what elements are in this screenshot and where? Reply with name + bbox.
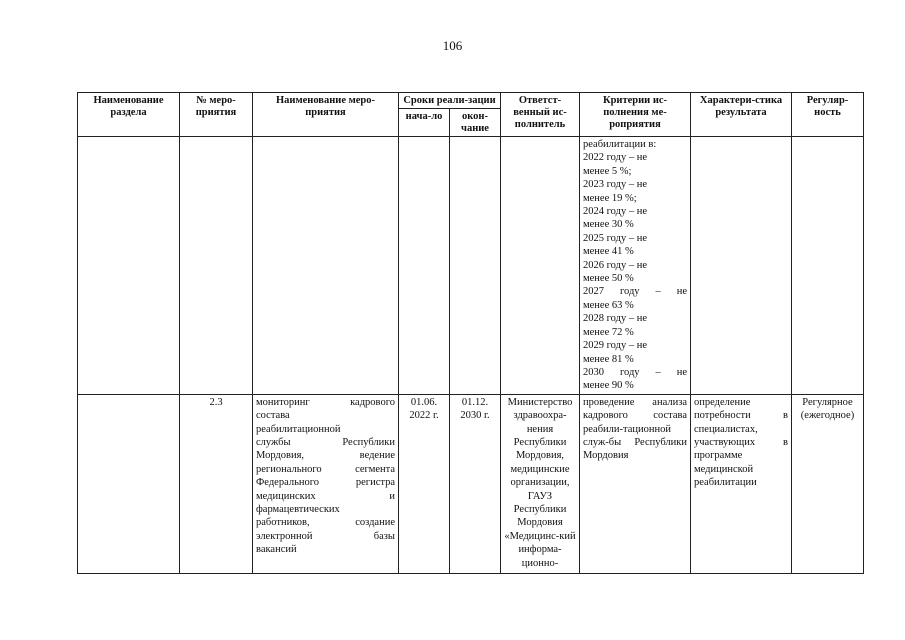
criteria-line: 2028 году – не xyxy=(583,313,647,325)
header-end: окон-чание xyxy=(450,109,501,137)
criteria-line: менее 63 % xyxy=(583,299,634,311)
cell-executor: Министерство здравоохра-нения Республики Мордовия, медицинские организации, ГАУЗ Республики Мордовия «Медицинс-кий информа-ционно- xyxy=(501,394,580,573)
cell-executor xyxy=(501,137,580,395)
criteria-line: менее 50 % xyxy=(583,273,634,285)
cell-end xyxy=(450,137,501,395)
event-name-line: Мордовия, ведение xyxy=(256,450,395,462)
cell-result xyxy=(691,137,792,395)
cell-regularity xyxy=(792,137,864,395)
criteria-line: менее 90 % xyxy=(583,380,634,392)
cell-event-name xyxy=(253,394,399,573)
table-row xyxy=(78,394,864,573)
activities-table xyxy=(77,92,864,574)
event-name-line: вакансий xyxy=(256,544,297,556)
header-criteria: Критерии ис-полнения ме-роприятия xyxy=(580,93,691,137)
criteria-line: менее 41 % xyxy=(583,246,634,258)
criteria-line: менее 72 % xyxy=(583,326,634,338)
criteria-line: 2030 году – не xyxy=(583,366,687,378)
header-result: Характери-стика результата xyxy=(691,93,792,137)
event-name-line: фармацевтических xyxy=(256,503,340,515)
cell-event-name xyxy=(253,137,399,395)
event-name-line: Федерального регистра xyxy=(256,477,395,489)
event-name-line: состава xyxy=(256,410,290,422)
cell-start xyxy=(399,137,450,395)
table-row xyxy=(78,137,864,395)
criteria-line: 2025 году – не xyxy=(583,232,647,244)
event-name-line: службы Республики xyxy=(256,436,395,448)
cell-criteria xyxy=(580,137,691,395)
event-name-line: медицинских и xyxy=(256,490,395,502)
criteria-line: 2023 году – не xyxy=(583,179,647,191)
criteria-line: менее 81 % xyxy=(583,353,634,365)
header-regularity: Регуляр-ность xyxy=(792,93,864,137)
cell-result: определение потребности в специалистах, участвующих в программе медицинской реабилитации xyxy=(691,394,792,573)
criteria-line: 2029 году – не xyxy=(583,340,647,352)
cell-regularity: Регулярное (ежегодное) xyxy=(792,394,864,573)
criteria-line: 2022 году – не xyxy=(583,152,647,164)
event-name-line: регионального сегмента xyxy=(256,463,395,475)
criteria-line: менее 5 %; xyxy=(583,165,632,177)
header-executor: Ответст-венный ис-полнитель xyxy=(501,93,580,137)
event-name-line: электронной базы xyxy=(256,530,395,542)
criteria-line: менее 19 %; xyxy=(583,192,637,204)
header-start: нача-ло xyxy=(399,109,450,137)
cell-end: 01.12. 2030 г. xyxy=(450,394,501,573)
cell-event-number: 2.3 xyxy=(180,394,253,573)
header-terms: Сроки реали-зации xyxy=(399,93,501,109)
event-name-line: реабилитационной xyxy=(256,423,341,435)
event-name-line: мониторинг кадрового xyxy=(256,396,395,408)
header-event-number: № меро-приятия xyxy=(180,93,253,137)
page-number: 106 xyxy=(442,38,463,53)
header-section-name: Наименование раздела xyxy=(78,93,180,137)
criteria-line: 2026 году – не xyxy=(583,259,647,271)
criteria-line: менее 30 % xyxy=(583,219,634,231)
criteria-line: 2024 году – не xyxy=(583,206,647,218)
event-name-line: работников, создание xyxy=(256,517,395,529)
criteria-line: 2027 году – не xyxy=(583,286,687,298)
criteria-line: реабилитации в: xyxy=(583,139,657,150)
cell-start: 01.06. 2022 г. xyxy=(399,394,450,573)
header-event-name: Наименование меро-приятия xyxy=(253,93,399,137)
cell-section-name xyxy=(78,394,180,573)
cell-section-name xyxy=(78,137,180,395)
cell-criteria: проведение анализа кадрового состава реабили-тационной служ-бы Республики Мордовия xyxy=(580,394,691,573)
cell-event-number xyxy=(180,137,253,395)
